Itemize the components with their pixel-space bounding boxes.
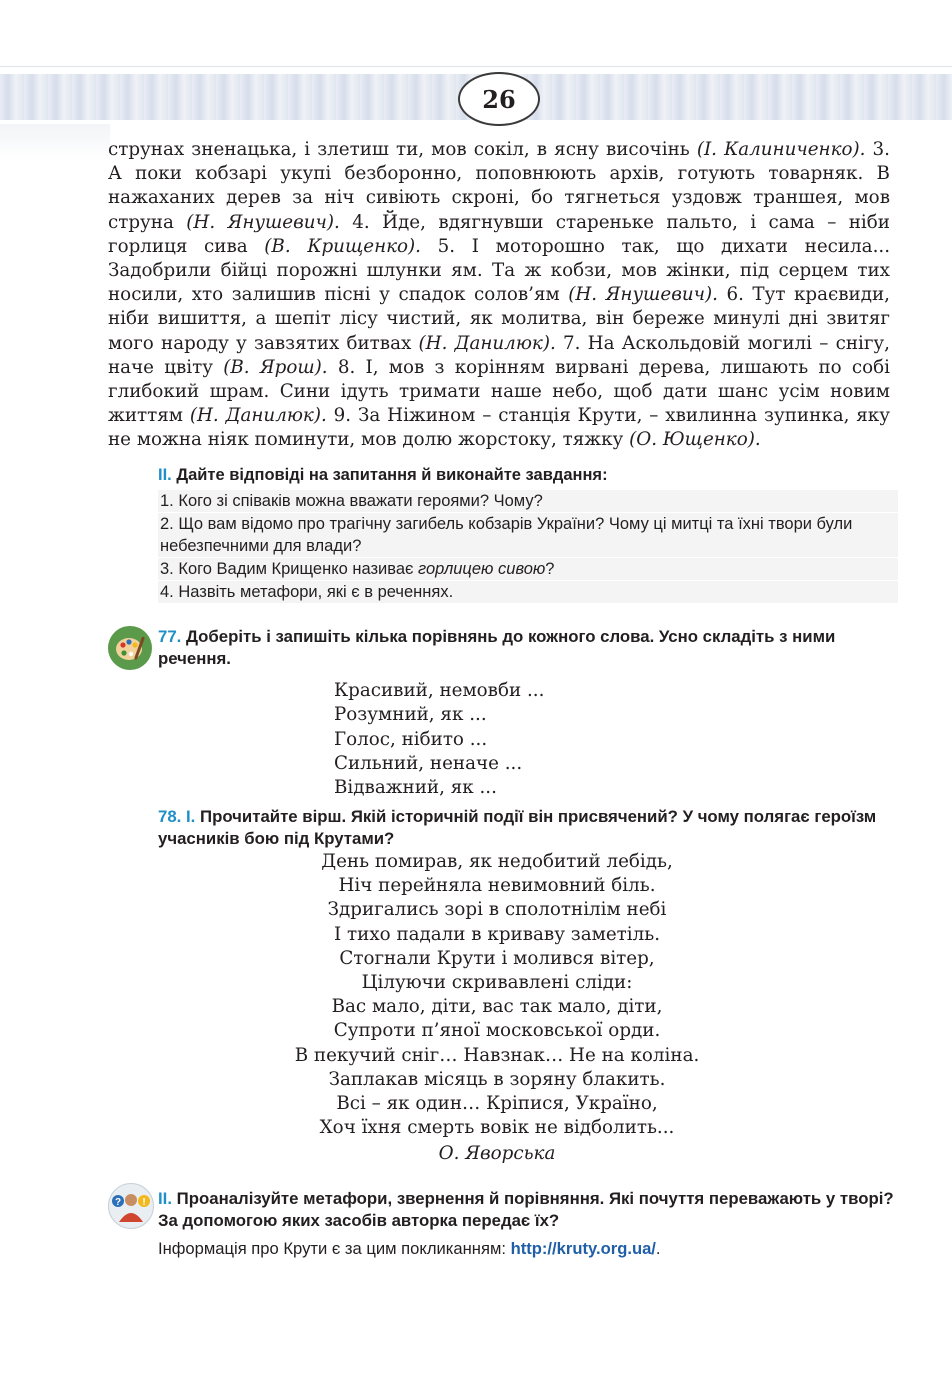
task-78-part-ii-number: ІІ. <box>158 1189 172 1208</box>
citation-author: (Н. Данилюк). <box>418 332 556 354</box>
citation-author: (Н. Данилюк). <box>189 405 327 427</box>
poem-line: Цілуючи скривавлені сліди: <box>361 972 633 994</box>
section-ii-title: Дайте відповіді на запитання й виконайте завдання: <box>176 466 608 484</box>
sentence-text: 5. І моторошно так, що дихати несила... Задобрили бійці порожні шлунки ям. Та ж кобзи, мов жінки, під серцем тих носили, хто залишив пісні у спадок солов’ям <box>108 235 891 306</box>
section-ii-heading <box>158 464 898 486</box>
sentence-text: 7. На Аскольдовій могилі – снігу, наче цвіту <box>108 332 890 378</box>
comparison-word-4: Сильний, неначе ... <box>334 752 523 774</box>
svg-text:!: ! <box>142 1197 146 1208</box>
task-78-part: І. <box>186 807 196 826</box>
sentence-text: 4. Йде, вдягнувши стареньке пальто, і сама – ніби горлиця сива <box>108 211 890 257</box>
task-78-number: 78. <box>158 807 182 826</box>
poem-author: О. Яворська <box>438 1143 556 1165</box>
poem-line: Всі – як один… Кріпися, Україно, <box>336 1093 658 1115</box>
question-1: 1. Кого зі співаків можна вважати героями? Чому? <box>158 490 898 512</box>
svg-text:?: ? <box>114 1197 122 1208</box>
palette-icon <box>108 626 152 670</box>
task-78-part-ii-instruction <box>158 1188 898 1232</box>
task-77-text: Доберіть і запишіть кілька порівнянь до кожного слова. Усно складіть з ними речення. <box>158 627 836 668</box>
comparison-word-3: Голос, нібито ... <box>334 728 488 750</box>
poem-line: Здригались зорі в сполотнілім небі <box>327 899 667 921</box>
question-3-end: ? <box>545 560 555 578</box>
poem-line: День помирав, як недобитий лебідь, <box>321 851 673 872</box>
task-77-number: 77. <box>158 627 182 646</box>
citation-author: (О. Ющенко). <box>629 429 761 451</box>
info-end: . <box>655 1239 661 1258</box>
question-2: 2. Що вам відомо про трагічну загибель кобзарів України? Чому ці митці та їхні твори були небезпечними для влади? <box>158 513 898 557</box>
citation-author: (І. Калиниченко). <box>696 139 866 160</box>
comparison-word-1: Красивий, немовби ... <box>334 680 545 701</box>
sentence-text: струнах зненацька, і злетиш ти, мов сокіл, в ясну височінь <box>108 139 697 160</box>
poem-line: Ніч перейняла невимовний біль. <box>338 875 656 897</box>
comparison-word-5: Відважний, як ... <box>334 777 497 799</box>
question-4: 4. Назвіть метафори, які є в реченнях. <box>158 581 898 603</box>
section-ii-number: ІІ. <box>158 466 172 484</box>
question-3-italic: горлицею сивою <box>418 560 546 578</box>
header-shade <box>0 124 110 160</box>
poem-line: В пекучий сніг… Навзнак… Не на коліна. <box>294 1044 700 1066</box>
info-text: Інформація про Крути є за цим покликанням: <box>158 1239 511 1258</box>
poem-line: Заплакав місяць в зоряну блакить. <box>328 1068 666 1090</box>
poem <box>150 850 844 1167</box>
citation-author: (В. Ярош). <box>223 356 328 378</box>
page-number: 26 <box>458 72 540 126</box>
section-ii-questions <box>158 464 898 604</box>
poem-line: Супроти п’яної московської орди. <box>333 1020 661 1042</box>
task-78-instruction <box>158 806 898 850</box>
sentence-text: 8. І, мов з корінням вирвані дерева, лишають по собі глибокий шрам. Сини ідуть тримати наше небо, щоб дати шанс усім новим життям <box>108 356 890 427</box>
task-78-text: Прочитайте вірш. Якій історичній події він присвячений? У чому полягає героїзм учасників бою під Крутами? <box>158 807 877 848</box>
question-3 <box>158 558 898 580</box>
exercise-sentences-paragraph <box>108 138 890 453</box>
header-rule <box>0 66 952 67</box>
info-line <box>158 1239 661 1259</box>
poem-line: І тихо падали в криваву заметіль. <box>333 923 661 945</box>
citation-author: (В. Крищенко). <box>264 235 421 257</box>
poem-line: Стогнали Крути і молився вітер, <box>339 947 655 969</box>
question-3-text: 3. Кого Вадим Крищенко називає <box>160 560 418 578</box>
comparison-word-2: Розумний, як ... <box>334 704 487 726</box>
citation-author: (Н. Янушевич). <box>568 284 718 306</box>
citation-author: (Н. Янушевич). <box>186 211 340 233</box>
task-77-instruction <box>158 626 898 670</box>
question-exclamation-icon <box>108 1183 154 1229</box>
sentence-text: 3. А поки кобзарі укупі безборонно, поповнюють архів, готують товарняк. В нажаханих дерев за ніч сивіють скроні, бо тягнеться уздовж траншея, мов струна <box>108 139 890 233</box>
sentence-text: 6. Тут краєвиди, ніби вишиття, а шепіт лісу чистий, як молитва, він береже минулі дні звитяг мого народу у завзятих битвах <box>108 284 890 354</box>
sentence-text: 9. За Ніжином – станція Крути, – хвилинна зупинка, яку не можна ніяк поминути, мов долю жорстоку, тяжку <box>108 405 890 451</box>
poem-line: Вас мало, діти, вас так мало, діти, <box>331 996 663 1018</box>
task-78-part-ii-text: Проаналізуйте метафори, звернення й порівняння. Які почуття переважають у творі? За допомогою яких засобів авторка передає їх? <box>158 1189 894 1230</box>
comparison-words-list <box>334 679 544 800</box>
poem-line: Хоч їхня смерть вовік не відболить... <box>319 1117 675 1139</box>
kruty-link[interactable]: http://kruty.org.ua/ <box>510 1239 656 1258</box>
